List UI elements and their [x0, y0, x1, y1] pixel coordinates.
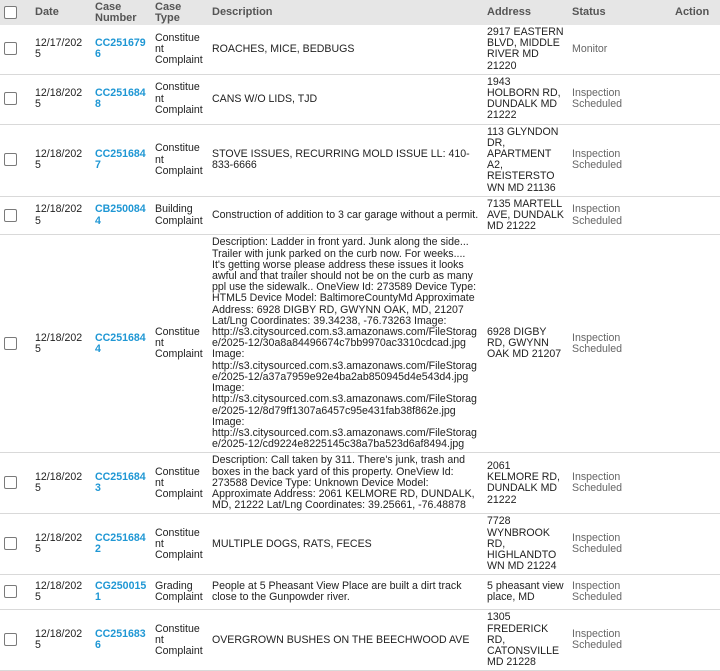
row-action-cell — [671, 196, 720, 235]
row-checkbox[interactable] — [4, 337, 17, 350]
row-case-type: Constituent Complaint — [151, 235, 208, 453]
row-description: People at 5 Pheasant View Place are built a dirt track close to the Gunpowder river. — [208, 575, 483, 610]
row-select-cell — [0, 25, 31, 74]
table-row — [0, 124, 720, 196]
row-description: Description: Call taken by 311. There's junk, trash and boxes in the back yard of this property. OneView Id: 273588 Device Type: Unknown Device Model: Approximate Address: 2061 KELMORE RD, DUNDALK, MD, 21222 Lat/Lng Coordinates: 39.25661, -76.48878 — [208, 453, 483, 514]
column-header-address[interactable]: Address — [487, 6, 532, 18]
case-number-link[interactable]: CC2516842 — [95, 532, 146, 556]
row-action-cell — [671, 74, 720, 124]
select-all-cell — [0, 0, 31, 25]
row-checkbox[interactable] — [4, 153, 17, 166]
column-header-description[interactable]: Description — [212, 6, 273, 18]
row-checkbox[interactable] — [4, 92, 17, 105]
row-case-type: Constituent Complaint — [151, 514, 208, 575]
row-case-type: Constituent Complaint — [151, 610, 208, 671]
row-select-cell — [0, 575, 31, 610]
row-select-cell — [0, 610, 31, 671]
row-checkbox[interactable] — [4, 633, 17, 646]
row-description: Description: Ladder in front yard. Junk along the side... Trailer with junk parked on the curb now. For weeks.... It's getting worse please address these issues it looks awful and that trailer should not be on the curb as many ppl use the sidewalk.. OneView Id: 273589 Device Type: HTML5 Device Model: BaltimoreCountyMd Approximate Address: 6928 DIGBY RD, GWYNN OAK, MD, 21207 Lat/Lng Coordinates: 39.34238, -76.73263 Image: http://s3.citysourced.com.s3.amazonaws.com/FileStorage/2025-12/30a8a84496674c7bb9970ac3310cdcad.jpg Image: http://s3.citysourced.com.s3.amazonaws.com/FileStorage/2025-12/a37a7959e92e4ba2ab850945d4e543d4.jpg Image: http://s3.citysourced.com.s3.amazonaws.com/FileStorage/2025-12/8d79ff1307a6457c95e431fab38f862e.jpg Image: http://s3.citysourced.com.s3.amazonaws.com/FileStorage/2025-12/cd9224e8225145c38a7ba523d6af8494.jpg — [208, 235, 483, 453]
row-date: 12/18/2025 — [31, 196, 91, 235]
row-address: 2061 KELMORE RD, DUNDALK MD 21222 — [483, 453, 568, 514]
case-number-link[interactable]: CB2500844 — [95, 203, 146, 227]
row-case-type: Constituent Complaint — [151, 124, 208, 196]
case-number-link[interactable]: CC2516848 — [95, 87, 146, 111]
row-select-cell — [0, 453, 31, 514]
row-status: Inspection Scheduled — [568, 196, 671, 235]
row-case-type: Constituent Complaint — [151, 453, 208, 514]
row-select-cell — [0, 196, 31, 235]
row-address: 7728 WYNBROOK RD, HIGHLANDTOWN MD 21224 — [483, 514, 568, 575]
table-row — [0, 74, 720, 124]
table-row — [0, 514, 720, 575]
row-case-type: Constituent Complaint — [151, 74, 208, 124]
column-header-status[interactable]: Status — [572, 6, 606, 18]
row-case-type: Constituent Complaint — [151, 25, 208, 74]
case-number-link[interactable]: CC2516844 — [95, 331, 146, 355]
row-checkbox[interactable] — [4, 42, 17, 55]
row-date: 12/18/2025 — [31, 74, 91, 124]
column-header-case-number[interactable]: Case Number — [95, 0, 137, 24]
column-header-case-type[interactable]: Case Type — [155, 0, 182, 24]
row-date: 12/18/2025 — [31, 575, 91, 610]
table-row — [0, 453, 720, 514]
row-address: 113 GLYNDON DR, APARTMENT A2, REISTERSTOWN MD 21136 — [483, 124, 568, 196]
row-date: 12/18/2025 — [31, 124, 91, 196]
row-address: 7135 MARTELL AVE, DUNDALK MD 21222 — [483, 196, 568, 235]
column-header-action: Action — [675, 6, 710, 18]
row-description: ROACHES, MICE, BEDBUGS — [208, 25, 483, 74]
row-date: 12/18/2025 — [31, 235, 91, 453]
row-action-cell — [671, 575, 720, 610]
row-action-cell — [671, 235, 720, 453]
row-status: Inspection Scheduled — [568, 235, 671, 453]
row-action-cell — [671, 610, 720, 671]
table-row — [0, 196, 720, 235]
row-address: 5 pheasant view place, MD — [483, 575, 568, 610]
row-description: MULTIPLE DOGS, RATS, FECES — [208, 514, 483, 575]
row-action-cell — [671, 514, 720, 575]
row-status: Inspection Scheduled — [568, 453, 671, 514]
row-checkbox[interactable] — [4, 476, 17, 489]
row-status: Inspection Scheduled — [568, 514, 671, 575]
row-description: OVERGROWN BUSHES ON THE BEECHWOOD AVE — [208, 610, 483, 671]
row-description: Construction of addition to 3 car garage without a permit. — [208, 196, 483, 235]
row-date: 12/17/2025 — [31, 25, 91, 74]
table-row — [0, 235, 720, 453]
row-select-cell — [0, 235, 31, 453]
table-row — [0, 575, 720, 610]
row-checkbox[interactable] — [4, 537, 17, 550]
row-address: 6928 DIGBY RD, GWYNN OAK MD 21207 — [483, 235, 568, 453]
row-address: 1943 HOLBORN RD, DUNDALK MD 21222 — [483, 74, 568, 124]
column-header-date[interactable]: Date — [35, 6, 59, 18]
row-address: 1305 FREDERICK RD, CATONSVILLE MD 21228 — [483, 610, 568, 671]
row-date: 12/18/2025 — [31, 453, 91, 514]
select-all-checkbox[interactable] — [4, 6, 17, 19]
row-checkbox[interactable] — [4, 585, 17, 598]
table-row — [0, 610, 720, 671]
row-action-cell — [671, 124, 720, 196]
row-case-type: Grading Complaint — [151, 575, 208, 610]
row-description: STOVE ISSUES, RECURRING MOLD ISSUE LL: 410-833-6666 — [208, 124, 483, 196]
row-action-cell — [671, 453, 720, 514]
row-select-cell — [0, 124, 31, 196]
row-case-type: Building Complaint — [151, 196, 208, 235]
case-number-link[interactable]: CC2516836 — [95, 628, 146, 652]
case-number-link[interactable]: CC2516843 — [95, 471, 146, 495]
row-status: Inspection Scheduled — [568, 575, 671, 610]
row-select-cell — [0, 514, 31, 575]
case-number-link[interactable]: CC2516847 — [95, 148, 146, 172]
table-header-row — [0, 0, 720, 25]
case-number-link[interactable]: CG2500151 — [95, 580, 147, 604]
row-action-cell — [671, 25, 720, 74]
table-row — [0, 25, 720, 74]
row-checkbox[interactable] — [4, 209, 17, 222]
row-status: Monitor — [568, 25, 671, 74]
row-address: 2917 EASTERN BLVD, MIDDLE RIVER MD 21220 — [483, 25, 568, 74]
row-select-cell — [0, 74, 31, 124]
case-number-link[interactable]: CC2516796 — [95, 37, 146, 61]
row-status: Inspection Scheduled — [568, 610, 671, 671]
row-status: Inspection Scheduled — [568, 124, 671, 196]
row-status: Inspection Scheduled — [568, 74, 671, 124]
row-date: 12/18/2025 — [31, 610, 91, 671]
row-description: CANS W/O LIDS, TJD — [208, 74, 483, 124]
row-date: 12/18/2025 — [31, 514, 91, 575]
